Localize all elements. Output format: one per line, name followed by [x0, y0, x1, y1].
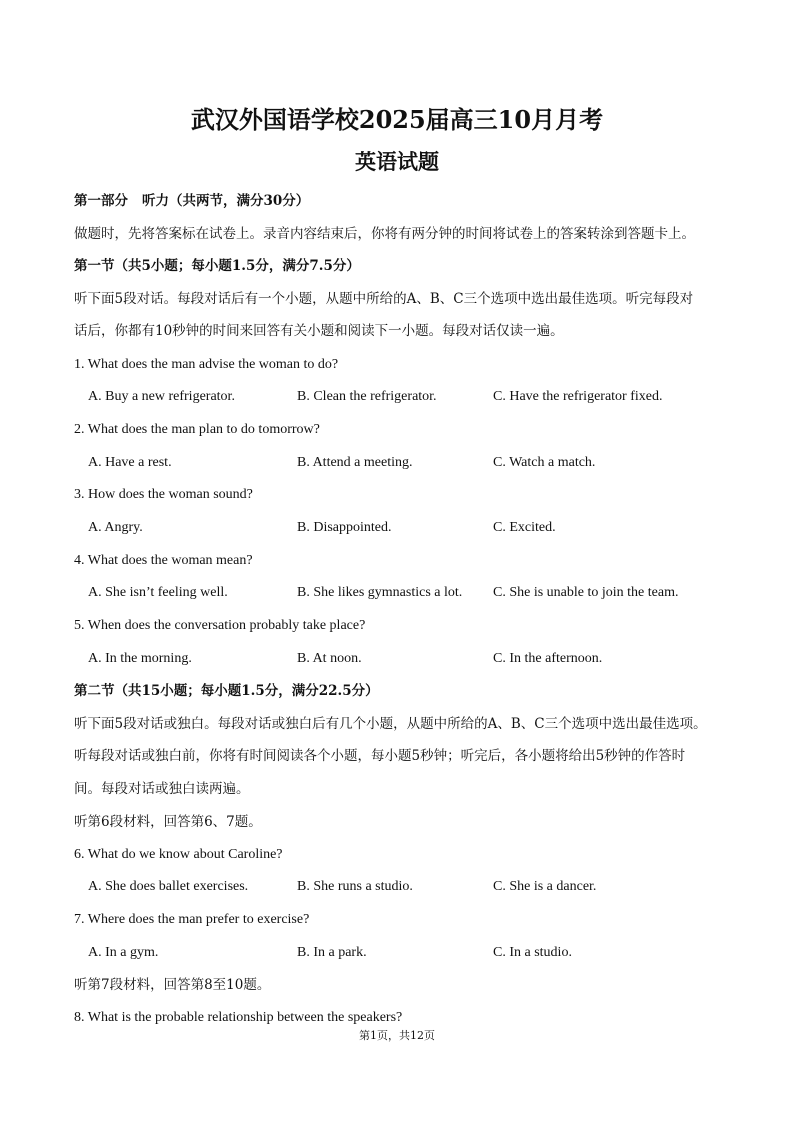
question-3-option-b: B. Disappointed.: [297, 520, 392, 535]
section1-heading: 第一节（共5小题；每小题1.5分，满分7.5分）: [74, 258, 360, 274]
question-5-option-a: A. In the morning.: [88, 651, 192, 666]
question-8: 8. What is the probable relationship between the speakers?: [74, 1010, 403, 1025]
part1-heading: [74, 192, 309, 210]
question-7-option-a: A. In a gym.: [88, 945, 159, 960]
material-6-note: 听第6段材料，回答第6、7题。: [74, 814, 262, 830]
question-6: 6. What do we know about Caroline?: [74, 847, 283, 862]
part1-heading-label: 第一部分: [74, 193, 128, 209]
question-6-option-c: C. She is a dancer.: [493, 879, 597, 894]
question-5-option-b: B. At noon.: [297, 651, 362, 666]
question-3: 3. How does the woman sound?: [74, 487, 253, 502]
question-1-option-b: B. Clean the refrigerator.: [297, 389, 437, 404]
question-6-option-a: A. She does ballet exercises.: [88, 879, 249, 894]
section2-heading: 第二节（共15小题；每小题1.5分，满分22.5分）: [74, 683, 379, 699]
question-4: 4. What does the woman mean?: [74, 553, 253, 568]
question-1-option-c: C. Have the refrigerator fixed.: [493, 389, 663, 404]
question-2-option-c: C. Watch a match.: [493, 455, 596, 470]
exam-title: 武汉外国语学校2025届高三10月月考: [190, 105, 604, 134]
question-4-option-b: B. She likes gymnastics a lot.: [297, 585, 463, 600]
question-1-option-a: A. Buy a new refrigerator.: [88, 389, 235, 404]
page-footer: 第1页，共12页: [359, 1029, 435, 1042]
section2-instruction-line1: 听下面5段对话或独白。每段对话或独白后有几个小题，从题中所给的A、B、C三个选项中选出最佳选项。: [74, 716, 707, 732]
material-7-note: 听第7段材料，回答第8至10题。: [74, 977, 271, 993]
question-4-option-c: C. She is unable to join the team.: [493, 585, 679, 600]
question-6-option-b: B. She runs a studio.: [297, 879, 413, 894]
section1-instruction-line2: 话后，你都有10秒钟的时间来回答有关小题和阅读下一小题。每段对话仅读一遍。: [74, 323, 564, 339]
part1-instruction: 做题时，先将答案标在试卷上。录音内容结束后，你将有两分钟的时间将试卷上的答案转涂到答题卡上。: [74, 226, 695, 242]
question-2-option-a: A. Have a rest.: [88, 455, 172, 470]
question-3-option-a: A. Angry.: [88, 520, 143, 535]
question-1: 1. What does the man advise the woman to do?: [74, 357, 339, 372]
question-7-option-b: B. In a park.: [297, 945, 367, 960]
question-4-option-a: A. She isn’t feeling well.: [88, 585, 228, 600]
section1-instruction-line1: 听下面5段对话。每段对话后有一个小题，从题中所给的A、B、C三个选项中选出最佳选项。听完每段对: [74, 291, 694, 307]
section2-instruction-line3: 间。每段对话或独白读两遍。: [74, 781, 250, 797]
section2-instruction-line2: 听每段对话或独白前，你将有时间阅读各个小题，每小题5秒钟；听完后，各小题将给出5秒钟的作答时: [74, 748, 686, 764]
question-7: 7. Where does the man prefer to exercise?: [74, 912, 310, 927]
part1-heading-desc: 听力（共两节，满分30分）: [142, 193, 310, 209]
question-7-option-c: C. In a studio.: [493, 945, 572, 960]
question-3-option-c: C. Excited.: [493, 520, 556, 535]
question-2: 2. What does the man plan to do tomorrow?: [74, 422, 320, 437]
question-5: 5. When does the conversation probably take place?: [74, 618, 366, 633]
exam-subtitle: 英语试题: [355, 149, 439, 174]
question-2-option-b: B. Attend a meeting.: [297, 455, 413, 470]
question-5-option-c: C. In the afternoon.: [493, 651, 603, 666]
